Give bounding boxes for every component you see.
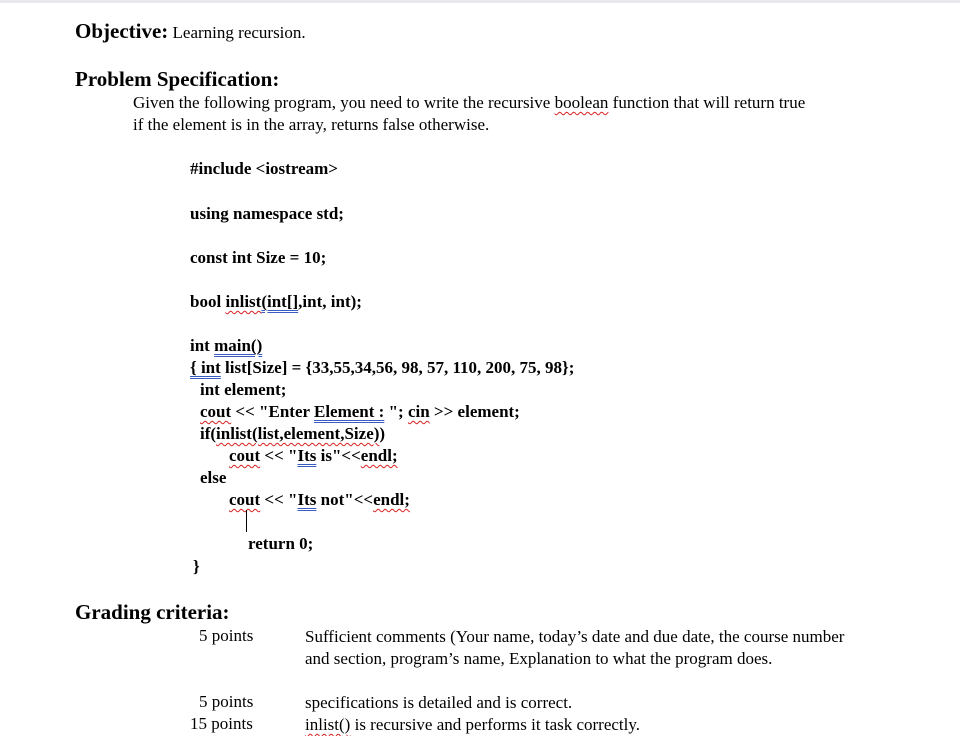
code-cin-element: Element : [313,402,385,421]
spell-word-boolean: boolean [554,93,609,112]
code-cout1-d: is"<< [316,446,361,465]
grading-inlist-word: inlist() [305,715,351,734]
code-return: return 0; [248,534,314,553]
code-list-a: { int [190,358,221,377]
code-list-b: list[Size] = {33,55,34,56, 98, 57, 110, 200, 75, 98}; [220,358,575,377]
code-proto-params: (int[] [261,292,299,311]
code-close-brace: } [193,557,200,576]
grading-text-1: Sufficient comments (Your name, today’s date and due date, the course number and section, program’s name, Explanation to what the program does. [305,627,845,668]
grading-text-2: specifications is detailed and is correct. [305,693,573,712]
code-include: #include <iostream> [190,159,338,178]
code-cout-1 [229,446,398,466]
code-cout2-its: Its [297,490,317,509]
code-main [190,336,262,356]
code-proto-d: ,int, int); [298,292,362,311]
window-top-edge [0,0,960,3]
code-proto-a: bool [190,292,226,311]
code-cout2-endl: endl; [373,490,410,509]
code-main-b: main() [214,336,263,355]
grading-text-3-rest: is recursive and performs it task correctly. [350,715,641,734]
code-cout1-cout: cout [229,446,261,465]
code-cout2-d: not"<< [316,490,374,509]
code-list-decl [190,358,574,378]
code-prototype [190,292,362,312]
code-cin-d: "; [384,402,408,421]
code-cout2-b: << " [260,490,298,509]
code-cout1-endl: endl; [360,446,398,465]
code-cin-cin: cin [407,402,430,421]
code-cout1-b: << " [260,446,298,465]
objective-line [75,19,306,44]
code-cin-f: >> element; [429,402,520,421]
grading-heading: Grading criteria: [75,600,230,624]
code-using: using namespace std; [190,204,344,223]
code-cin-cout: cout [200,402,232,421]
code-proto-inlist: inlist [225,292,262,311]
code-if [200,424,385,444]
code-cout1-its: Its [297,446,317,465]
objective-label: Objective: [75,19,169,43]
code-cout-2 [229,490,410,510]
grading-points-3: 15 points [190,714,253,733]
objective-text: Learning recursion. [168,23,306,42]
problem-text-c: function that will return true [608,93,806,112]
code-if-call: inlist(list,element,Size) [216,424,380,443]
code-cout2-cout: cout [229,490,261,509]
code-const: const int Size = 10; [190,248,327,267]
code-if-c: ) [379,424,386,443]
code-else: else [200,468,227,487]
code-element: int element; [200,380,287,399]
text-cursor [246,510,247,532]
grading-points-2: 5 points [199,692,254,711]
problem-heading: Problem Specification: [75,67,280,91]
code-cin-line [200,402,520,422]
problem-text-a: Given the following program, you need to write the recursive [133,93,555,112]
code-main-a: int [190,336,215,355]
code-if-a: if( [200,424,217,443]
code-cin-b: << "Enter [231,402,314,421]
problem-line-2: if the element is in the array, returns false otherwise. [133,115,490,134]
grading-points-1: 5 points [199,626,254,645]
problem-line-1 [133,93,805,113]
grading-text-3 [305,714,865,736]
